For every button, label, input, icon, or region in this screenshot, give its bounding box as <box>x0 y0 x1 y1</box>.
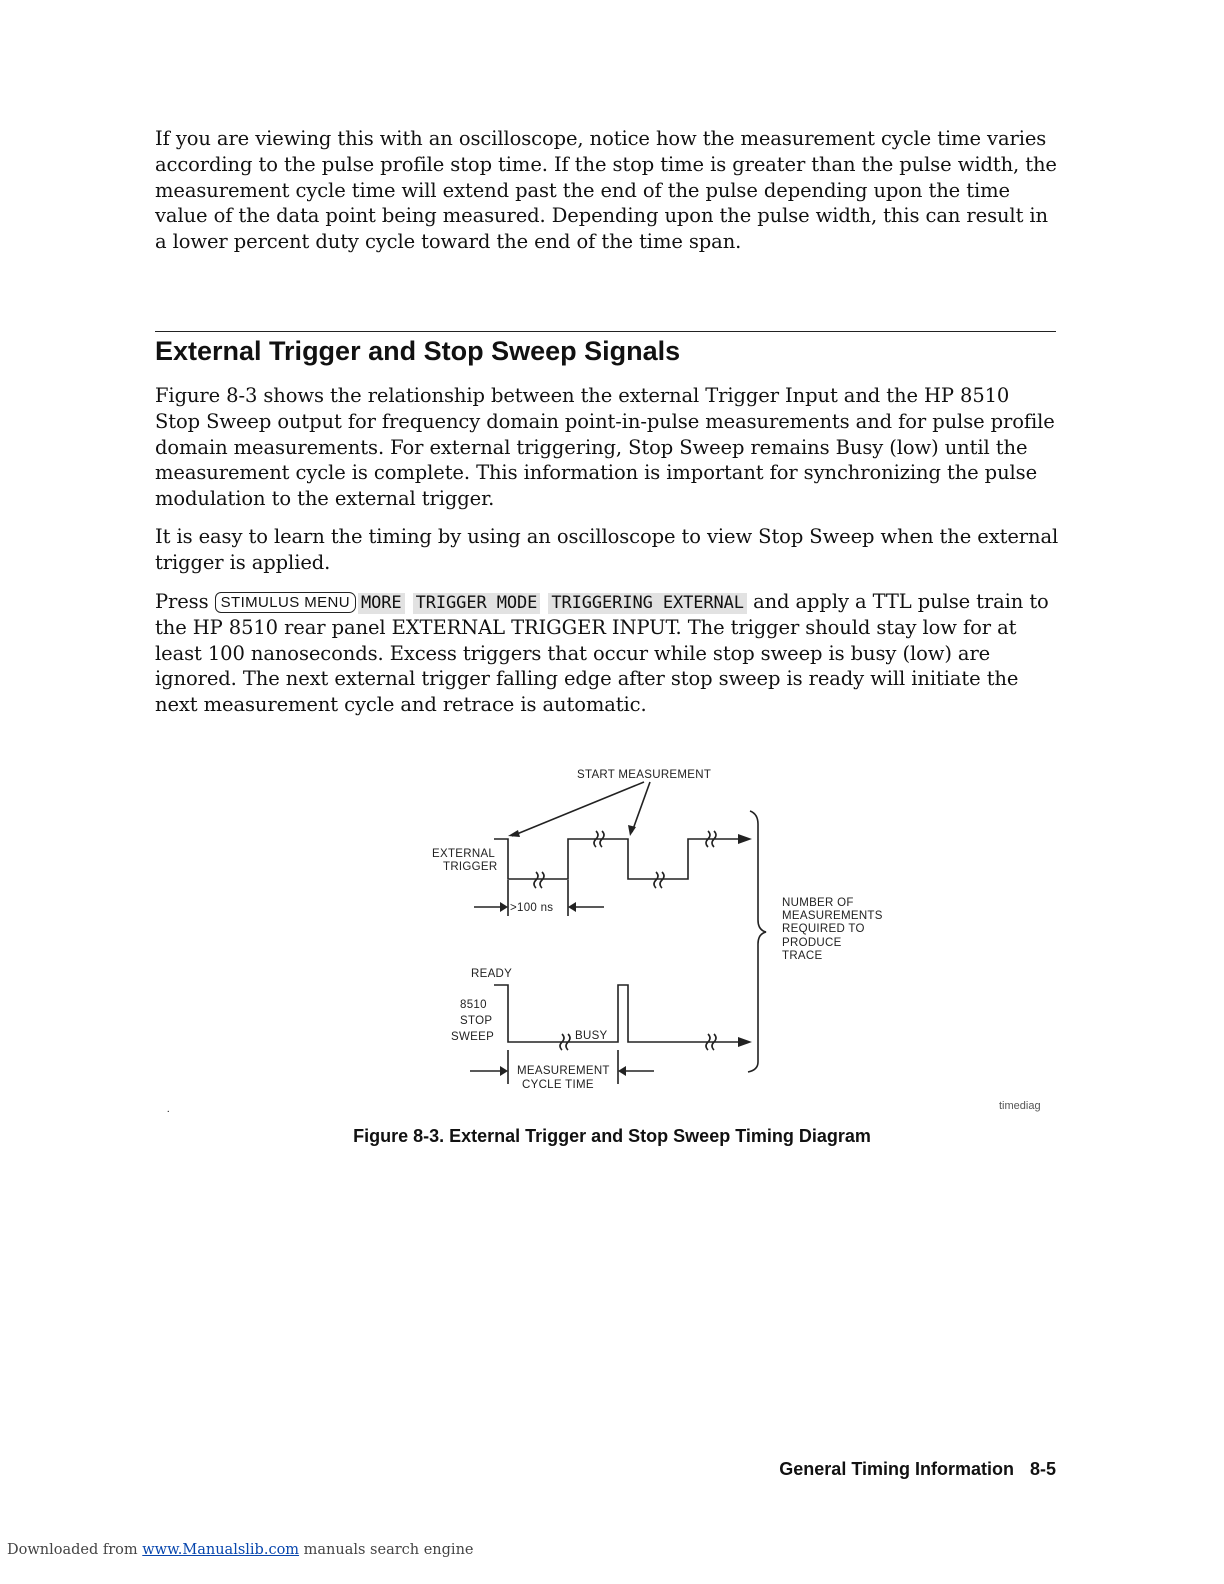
body-paragraph-oscilloscope: It is easy to learn the timing by using an oscilloscope to view Stop Sweep when the external trigger is applied. <box>155 525 1059 574</box>
label-stop-sweep-line2: STOP <box>460 1015 493 1027</box>
keystroke-instructions: and apply a TTL pulse train to the HP 8510 rear panel EXTERNAL TRIGGER INPUT. The trigger should stay low for at least 100 nanoseconds. Excess triggers that occur while stop sweep is busy (low) are ignored. The next external trigger falling edge after stop sweep is ready will initiate the next measurement cycle and retrace is automatic. <box>155 590 1049 717</box>
label-cycle-line2: CYCLE TIME <box>522 1079 594 1091</box>
arrowhead <box>500 1066 508 1076</box>
label-cycle-line1: MEASUREMENT <box>517 1065 610 1077</box>
press-text: Press <box>155 590 209 613</box>
label-number-line5: TRACE <box>782 950 823 962</box>
arrowhead <box>738 834 752 844</box>
label-start-measurement: START MEASUREMENT <box>577 769 712 781</box>
start-arrow-2 <box>632 782 650 832</box>
softkey-triggering-external: TRIGGERING EXTERNAL <box>548 593 747 614</box>
label-ready: READY <box>471 968 513 980</box>
body-paragraph-figure-ref: Figure 8-3 shows the relationship between the external Trigger Input and the HP 8510 Stop Sweep output for frequency domain point-in-pulse measurements and for pulse profile domain measurements. For external triggering, Stop Sweep remains Busy (low) until the measurement cycle is complete. This information is important for synchronizing the pulse modulation to the external trigger. <box>155 384 1055 511</box>
body-paragraph-keystrokes <box>155 589 1060 718</box>
intro-paragraph: If you are viewing this with an oscilloscope, notice how the measurement cycle time varies according to the pulse profile stop time. If the stop time is greater than the pulse width, the measurement cycle time will extend past the end of the pulse depending upon the time value of the data point being measured. Depending upon the pulse width, this can result in a lower percent duty cycle toward the end of the time span. <box>155 127 1057 254</box>
arrowhead <box>568 902 576 912</box>
label-stop-sweep-line3: SWEEP <box>451 1031 495 1043</box>
figure-tag: timediag <box>999 1100 1041 1112</box>
download-prefix: Downloaded from <box>7 1542 138 1558</box>
figure-dot: . <box>167 1104 170 1115</box>
measurements-brace <box>748 811 766 1072</box>
arrowhead <box>618 1066 626 1076</box>
softkey-more: MORE <box>358 593 405 614</box>
footer-section: General Timing Information <box>779 1459 1014 1479</box>
arrowhead <box>628 825 636 836</box>
break-mark <box>534 872 544 888</box>
stimulus-menu-key: STIMULUS MENU <box>215 592 356 613</box>
label-number-line3: REQUIRED TO <box>782 923 865 935</box>
label-busy: BUSY <box>575 1030 608 1042</box>
page-footer <box>779 1459 1056 1480</box>
download-suffix: manuals search engine <box>303 1542 474 1558</box>
break-mark <box>654 872 664 888</box>
download-banner <box>7 1542 474 1558</box>
softkey-trigger-mode: TRIGGER MODE <box>413 593 541 614</box>
section-rule <box>155 331 1056 332</box>
arrowhead <box>500 902 508 912</box>
label-external-trigger-line1: EXTERNAL <box>432 848 496 860</box>
label-number-line4: PRODUCE <box>782 937 842 949</box>
external-trigger-waveform <box>494 839 738 879</box>
label-stop-sweep-line1: 8510 <box>460 999 487 1011</box>
figure-caption: Figure 8-3. External Trigger and Stop Sweep Timing Diagram <box>353 1126 871 1146</box>
arrowhead <box>508 830 520 837</box>
label-number-line2: MEASUREMENTS <box>782 910 883 922</box>
label-external-trigger-line2: TRIGGER <box>443 861 498 873</box>
label-min-width: >100 ns <box>510 902 554 914</box>
arrowhead <box>738 1037 752 1047</box>
page-number: 8-5 <box>1029 1459 1056 1479</box>
timing-diagram <box>420 760 900 1110</box>
start-arrow-1 <box>512 782 644 836</box>
label-number-line1: NUMBER OF <box>782 897 854 909</box>
stop-sweep-waveform <box>494 985 738 1042</box>
manualslib-link[interactable]: www.Manualslib.com <box>142 1542 300 1558</box>
section-heading: External Trigger and Stop Sweep Signals <box>155 336 681 366</box>
